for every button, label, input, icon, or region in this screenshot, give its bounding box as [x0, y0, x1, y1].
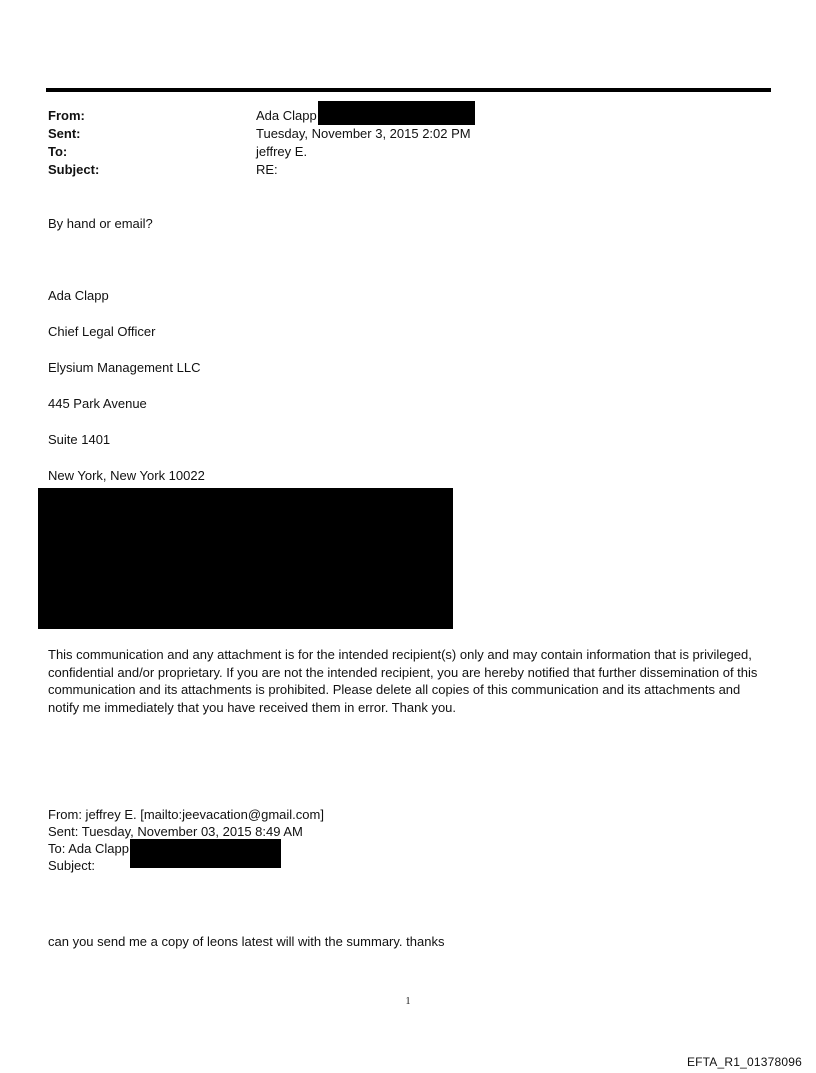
page-number: 1 [405, 996, 411, 1007]
signature-city: New York, New York 10022 [48, 468, 205, 483]
original-from-line: From: jeffrey E. [mailto:jeevacation@gmail.com] [48, 807, 324, 822]
original-to-line: To: Ada Clapp [48, 841, 129, 856]
header-divider [46, 88, 771, 92]
original-sent-line: Sent: Tuesday, November 03, 2015 8:49 AM [48, 824, 303, 839]
sent-value: Tuesday, November 3, 2015 2:02 PM [256, 126, 471, 141]
redaction-block [38, 488, 453, 629]
subject-label: Subject: [48, 162, 100, 177]
signature-title: Chief Legal Officer [48, 324, 156, 339]
signature-suite: Suite 1401 [48, 432, 111, 447]
from-value: Ada Clapp [256, 108, 317, 123]
from-label: From: [48, 108, 85, 123]
signature-address: 445 Park Avenue [48, 396, 147, 411]
signature-name: Ada Clapp [48, 288, 109, 303]
bates-number: EFTA_R1_01378096 [686, 1055, 802, 1069]
redaction-box [318, 101, 475, 125]
original-message-body: can you send me a copy of leons latest will with the summary. thanks [48, 934, 445, 949]
subject-value: RE: [256, 162, 278, 177]
signature-company: Elysium Management LLC [48, 360, 201, 375]
original-subject-line: Subject: [48, 858, 95, 873]
to-value: jeffrey E. [256, 144, 308, 159]
message-body: By hand or email? [48, 216, 153, 231]
redaction-box [130, 839, 281, 868]
to-label: To: [48, 144, 68, 159]
confidentiality-disclaimer: This communication and any attachment is for the intended recipient(s) only and may contain information that is privileged, confidential and/or proprietary. If you are not the intended recipient, you are hereby notified that further dissemination of this communication and its attachments is prohibited. Please delete all copies of this communication and its attachments and notify me immediately that you have received them in error. Thank you. [48, 647, 758, 715]
sent-label: Sent: [48, 126, 81, 141]
